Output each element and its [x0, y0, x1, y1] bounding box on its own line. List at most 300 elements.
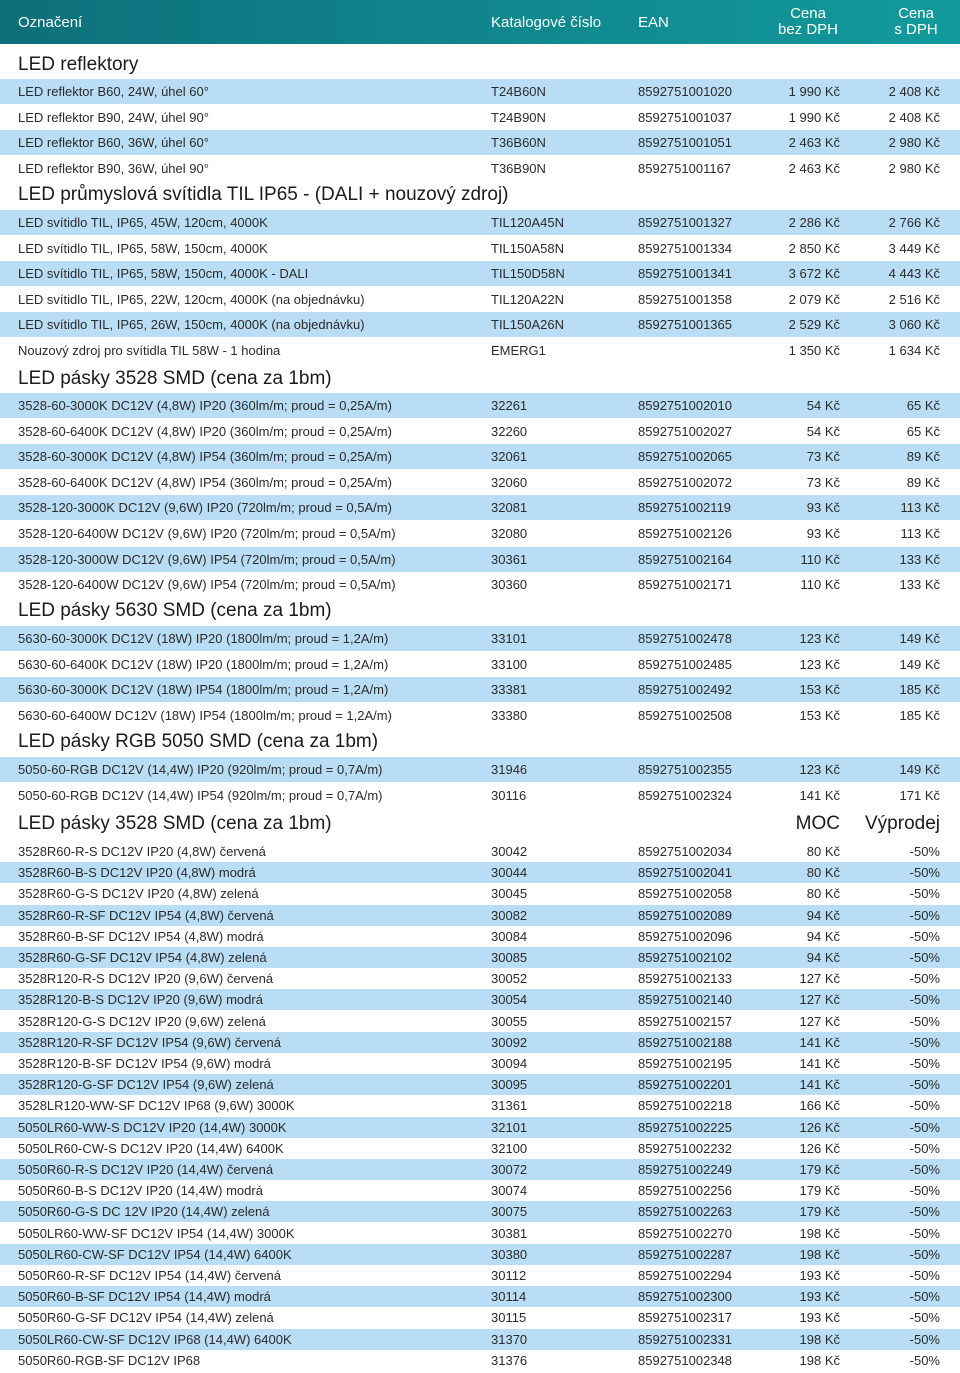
product-name: 3528-120-3000W DC12V (9,6W) IP54 (720lm/m; proud = 0,5A/m): [18, 551, 396, 567]
catalog-number: TIL120A22N: [491, 291, 564, 307]
product-name: 5050R60-RGB-SF DC12V IP68: [18, 1352, 201, 1368]
ean-code: 8592751002164: [638, 551, 732, 567]
product-name: 5050LR60-WW-SF DC12V IP54 (14,4W) 3000K: [18, 1225, 295, 1241]
price-excl-vat: 2 529 Kč: [788, 317, 840, 333]
price-excl-vat: 94 Kč: [806, 907, 840, 923]
ean-code: 8592751002331: [638, 1331, 732, 1347]
price-incl-vat: 2 408 Kč: [888, 84, 940, 99]
ean-code: 8592751002058: [638, 886, 732, 902]
header-price-incl-vat-line1: Cena: [898, 5, 934, 22]
product-name: 3528-60-3000K DC12V (4,8W) IP54 (360lm/m; proud = 0,25A/m): [18, 449, 392, 465]
ean-code: 8592751002010: [638, 398, 732, 413]
catalog-number: 33380: [491, 707, 528, 723]
price-incl-vat: 2 516 Kč: [888, 291, 940, 307]
price-incl-vat: -50%: [909, 1331, 940, 1347]
table-row: [0, 947, 960, 968]
ean-code: 8592751002300: [638, 1289, 732, 1305]
price-incl-vat: 113 Kč: [900, 526, 940, 541]
ean-code: 8592751002249: [638, 1162, 732, 1177]
catalog-number: 30116: [491, 787, 527, 803]
product-name: LED reflektor B60, 36W, úhel 60°: [18, 135, 209, 151]
price-incl-vat: -50%: [909, 1352, 940, 1368]
catalog-number: 30380: [491, 1246, 528, 1262]
price-excl-vat: 110 Kč: [800, 577, 840, 593]
table-row: [0, 1244, 960, 1265]
ean-code: 8592751002072: [638, 474, 732, 490]
table-row: [0, 236, 960, 261]
catalog-number: 30095: [491, 1077, 528, 1093]
table-row: [0, 989, 960, 1010]
product-name: LED svítidlo TIL, IP65, 45W, 120cm, 4000K: [18, 215, 268, 230]
price-incl-vat: 149 Kč: [899, 631, 940, 646]
section-title: LED pásky 3528 SMD (cena za 1bm): [18, 813, 332, 834]
catalog-number: 33381: [491, 682, 528, 698]
catalog-number: T24B60N: [491, 84, 546, 99]
ean-code: 8592751002041: [638, 865, 732, 881]
ean-code: 8592751002232: [638, 1140, 732, 1156]
ean-code: 8592751002287: [638, 1246, 732, 1262]
product-name: 5050R60-B-S DC12V IP20 (14,4W) modrá: [18, 1183, 263, 1199]
product-name: 5050LR60-CW-S DC12V IP20 (14,4W) 6400K: [18, 1140, 284, 1156]
ean-code: 8592751002027: [638, 423, 732, 439]
catalog-number: T36B60N: [491, 135, 546, 151]
ean-code: 8592751001167: [638, 160, 732, 176]
ean-code: 8592751002102: [638, 950, 732, 965]
price-excl-vat: 73 Kč: [806, 449, 840, 465]
price-excl-vat: 94 Kč: [806, 928, 840, 944]
header-price-incl-vat-line2: s DPH: [894, 21, 938, 38]
product-name: 3528LR120-WW-SF DC12V IP68 (9,6W) 3000K: [18, 1098, 295, 1114]
ean-code: 8592751002492: [638, 682, 732, 698]
price-incl-vat: 3 060 Kč: [888, 317, 940, 333]
price-incl-vat: 89 Kč: [906, 474, 940, 490]
price-excl-vat: 123 Kč: [799, 631, 840, 646]
section-header: [0, 811, 960, 837]
product-name: 3528R120-G-S DC12V IP20 (9,6W) zelená: [18, 1013, 266, 1029]
table-row: [0, 862, 960, 883]
price-incl-vat: -50%: [909, 1204, 940, 1220]
catalog-number: TIL150A26N: [491, 317, 564, 333]
ean-code: 8592751001334: [638, 240, 732, 256]
price-excl-vat: 179 Kč: [799, 1162, 840, 1177]
header-catalog-number: Katalogové číslo: [491, 13, 602, 31]
price-excl-vat: 198 Kč: [799, 1352, 840, 1368]
ean-code: 8592751001020: [638, 84, 732, 99]
table-row: [0, 1201, 960, 1222]
price-excl-vat: 126 Kč: [799, 1119, 840, 1135]
price-incl-vat: -50%: [909, 1034, 940, 1050]
section-title: LED reflektory: [18, 54, 139, 75]
product-name: 3528-120-6400W DC12V (9,6W) IP54 (720lm/m; proud = 0,5A/m): [18, 577, 396, 593]
product-name: 3528R120-B-SF DC12V IP54 (9,6W) modrá: [18, 1056, 271, 1071]
catalog-number: 32080: [491, 526, 528, 541]
ean-code: 8592751002317: [638, 1310, 732, 1326]
price-incl-vat: 185 Kč: [899, 682, 940, 698]
product-name: 3528R60-R-SF DC12V IP54 (4,8W) červená: [18, 907, 274, 923]
catalog-number: 30361: [491, 551, 528, 567]
header-price-excl-vat: [764, 0, 852, 44]
ean-code: 8592751001365: [638, 317, 732, 333]
table-row: [0, 419, 960, 444]
ean-code: 8592751002140: [638, 992, 732, 1008]
price-excl-vat: 2 463 Kč: [788, 160, 840, 176]
product-name: 3528R120-B-S DC12V IP20 (9,6W) modrá: [18, 992, 263, 1008]
price-incl-vat: -50%: [909, 1225, 940, 1241]
table-row: [0, 572, 960, 597]
price-incl-vat: 1 634 Kč: [888, 343, 940, 358]
section-header: [0, 52, 960, 78]
section-title: LED pásky 3528 SMD (cena za 1bm): [18, 368, 332, 389]
price-excl-vat: 1 350 Kč: [788, 343, 840, 358]
catalog-number: 32101: [491, 1119, 528, 1135]
product-name: 3528-120-6400W DC12V (9,6W) IP20 (720lm/m; proud = 0,5A/m): [18, 526, 396, 541]
ean-code: 8592751002119: [638, 500, 732, 516]
price-incl-vat: -50%: [909, 971, 940, 987]
catalog-number: 32100: [491, 1140, 528, 1156]
price-incl-vat: 113 Kč: [900, 500, 940, 516]
product-name: 5630-60-6400W DC12V (18W) IP54 (1800lm/m; proud = 1,2A/m): [18, 707, 392, 723]
ean-code: 8592751002294: [638, 1268, 732, 1283]
ean-code: 8592751002270: [638, 1225, 732, 1241]
price-excl-vat: 80 Kč: [806, 865, 840, 881]
price-incl-vat: 149 Kč: [899, 656, 940, 672]
table-row: [0, 1117, 960, 1138]
section-title: LED průmyslová svítidla TIL IP65 - (DALI + nouzový zdroj): [18, 184, 509, 205]
catalog-number: TIL150D58N: [491, 266, 565, 282]
catalog-number: 31361: [491, 1098, 528, 1114]
ean-code: 8592751002089: [638, 907, 732, 923]
ean-code: 8592751001341: [638, 266, 732, 282]
ean-code: 8592751002225: [638, 1119, 732, 1135]
ean-code: 8592751002218: [638, 1098, 732, 1114]
ean-code: 8592751001327: [638, 215, 732, 230]
product-name: 5630-60-3000K DC12V (18W) IP20 (1800lm/m; proud = 1,2A/m): [18, 631, 389, 646]
price-incl-vat: -50%: [909, 928, 940, 944]
section-title: LED pásky 5630 SMD (cena za 1bm): [18, 600, 332, 621]
price-incl-vat: 3 449 Kč: [888, 240, 940, 256]
price-incl-vat: -50%: [909, 1077, 940, 1093]
product-name: LED svítidlo TIL, IP65, 26W, 150cm, 4000K (na objednávku): [18, 317, 365, 333]
catalog-number: 30075: [491, 1204, 528, 1220]
price-incl-vat: 4 443 Kč: [888, 266, 940, 282]
price-incl-vat: -50%: [909, 1098, 940, 1114]
catalog-number: T36B90N: [491, 160, 546, 176]
price-excl-vat: 179 Kč: [799, 1183, 840, 1199]
table-row: [0, 783, 960, 808]
price-incl-vat: 2 980 Kč: [888, 135, 940, 151]
product-name: 3528-120-3000K DC12V (9,6W) IP20 (720lm/m; proud = 0,5A/m): [18, 500, 392, 516]
price-incl-vat: 2 980 Kč: [888, 160, 940, 176]
section-column-label-moc: MOC: [795, 813, 840, 834]
table-row: [0, 652, 960, 677]
price-incl-vat: -50%: [909, 1056, 940, 1071]
price-excl-vat: 93 Kč: [806, 500, 840, 516]
header-price-excl-vat-line1: Cena: [790, 5, 826, 22]
product-name: 5630-60-6400K DC12V (18W) IP20 (1800lm/m; proud = 1,2A/m): [18, 656, 389, 672]
product-name: 3528R120-G-SF DC12V IP54 (9,6W) zelená: [18, 1077, 274, 1093]
price-excl-vat: 2 463 Kč: [788, 135, 840, 151]
product-name: LED svítidlo TIL, IP65, 58W, 150cm, 4000K - DALI: [18, 266, 309, 282]
table-row: [0, 156, 960, 181]
catalog-number: 31946: [491, 762, 528, 777]
table-row: [0, 1053, 960, 1074]
price-incl-vat: -50%: [909, 1183, 940, 1199]
table-row: [0, 1265, 960, 1286]
product-name: LED reflektor B90, 24W, úhel 90°: [18, 109, 209, 125]
catalog-number: 33100: [491, 656, 528, 672]
catalog-number: 30092: [491, 1034, 528, 1050]
product-name: 5050R60-R-S DC12V IP20 (14,4W) červená: [18, 1162, 274, 1177]
ean-code: 8592751002126: [638, 526, 732, 541]
table-row: [0, 261, 960, 286]
price-incl-vat: 133 Kč: [899, 551, 940, 567]
table-row: [0, 287, 960, 312]
table-row: [0, 1032, 960, 1053]
ean-code: 8592751002478: [638, 631, 732, 646]
table-row: [0, 547, 960, 572]
price-incl-vat: 185 Kč: [899, 707, 940, 723]
catalog-number: 30072: [491, 1162, 528, 1177]
price-excl-vat: 166 Kč: [799, 1098, 840, 1114]
catalog-number: 32261: [491, 398, 528, 413]
product-name: 5050R60-G-SF DC12V IP54 (14,4W) zelená: [18, 1310, 274, 1326]
table-row: [0, 841, 960, 862]
table-row: [0, 968, 960, 989]
price-incl-vat: -50%: [909, 1119, 940, 1135]
catalog-number: 30055: [491, 1013, 528, 1029]
header-price-incl-vat: [876, 0, 956, 44]
ean-code: 8592751002508: [638, 707, 732, 723]
catalog-number: 30115: [491, 1310, 527, 1326]
product-name: 5050R60-G-S DC 12V IP20 (14,4W) zelená: [18, 1204, 270, 1220]
table-row: [0, 703, 960, 728]
table-row: [0, 210, 960, 235]
table-row: [0, 677, 960, 702]
price-excl-vat: 193 Kč: [799, 1289, 840, 1305]
price-excl-vat: 179 Kč: [799, 1204, 840, 1220]
price-incl-vat: 89 Kč: [906, 449, 940, 465]
ean-code: 8592751002034: [638, 844, 732, 859]
ean-code: 8592751001037: [638, 109, 732, 125]
product-name: 3528R60-R-S DC12V IP20 (4,8W) červená: [18, 844, 266, 859]
ean-code: 8592751002256: [638, 1183, 732, 1199]
ean-code: 8592751001051: [638, 135, 732, 151]
product-name: 5050-60-RGB DC12V (14,4W) IP20 (920lm/m; proud = 0,7A/m): [18, 762, 383, 777]
price-incl-vat: -50%: [909, 1289, 940, 1305]
catalog-number: 31376: [491, 1352, 528, 1368]
price-excl-vat: 198 Kč: [799, 1331, 840, 1347]
price-excl-vat: 126 Kč: [799, 1140, 840, 1156]
product-name: 5050-60-RGB DC12V (14,4W) IP54 (920lm/m; proud = 0,7A/m): [18, 787, 383, 803]
price-excl-vat: 94 Kč: [806, 950, 840, 965]
table-row: [0, 1074, 960, 1095]
ean-code: 8592751002263: [638, 1204, 732, 1220]
ean-code: 8592751002355: [638, 762, 732, 777]
price-excl-vat: 127 Kč: [799, 1013, 840, 1029]
price-excl-vat: 141 Kč: [799, 787, 840, 803]
price-excl-vat: 1 990 Kč: [788, 84, 840, 99]
ean-code: 8592751002171: [638, 577, 732, 593]
table-row: [0, 79, 960, 104]
product-name: 3528R60-B-SF DC12V IP54 (4,8W) modrá: [18, 928, 264, 944]
price-excl-vat: 127 Kč: [799, 971, 840, 987]
price-incl-vat: -50%: [909, 992, 940, 1008]
price-excl-vat: 80 Kč: [806, 886, 840, 902]
price-excl-vat: 1 990 Kč: [788, 109, 840, 125]
price-excl-vat: 193 Kč: [799, 1310, 840, 1326]
catalog-number: T24B90N: [491, 109, 546, 125]
price-incl-vat: 171 Kč: [899, 787, 940, 803]
ean-code: 8592751002201: [638, 1077, 732, 1093]
product-name: LED svítidlo TIL, IP65, 22W, 120cm, 4000K (na objednávku): [18, 291, 365, 307]
price-excl-vat: 198 Kč: [799, 1246, 840, 1262]
catalog-number: 31370: [491, 1331, 528, 1347]
price-incl-vat: -50%: [909, 1013, 940, 1029]
catalog-number: 33101: [491, 631, 528, 646]
product-name: 3528R60-B-S DC12V IP20 (4,8W) modrá: [18, 865, 256, 881]
catalog-number: 30044: [491, 865, 528, 881]
product-name: 5050LR60-CW-SF DC12V IP54 (14,4W) 6400K: [18, 1246, 292, 1262]
catalog-number: 30074: [491, 1183, 528, 1199]
table-row: [0, 444, 960, 469]
table-row: [0, 521, 960, 546]
price-incl-vat: -50%: [909, 1268, 940, 1283]
table-row: [0, 757, 960, 782]
ean-code: 8592751002065: [638, 449, 732, 465]
table-row: [0, 1286, 960, 1307]
section-title: LED pásky RGB 5050 SMD (cena za 1bm): [18, 731, 379, 752]
price-incl-vat: -50%: [909, 886, 940, 902]
price-incl-vat: 65 Kč: [906, 423, 940, 439]
table-row: [0, 905, 960, 926]
price-excl-vat: 127 Kč: [799, 992, 840, 1008]
price-excl-vat: 54 Kč: [806, 423, 840, 439]
price-excl-vat: 2 079 Kč: [788, 291, 840, 307]
price-incl-vat: 2 766 Kč: [888, 215, 940, 230]
table-row: [0, 130, 960, 155]
product-name: 3528-60-6400K DC12V (4,8W) IP20 (360lm/m; proud = 0,25A/m): [18, 423, 392, 439]
table-row: [0, 1180, 960, 1201]
catalog-number: 30052: [491, 971, 528, 987]
price-incl-vat: -50%: [909, 907, 940, 923]
catalog-number: 30085: [491, 950, 528, 965]
table-header: [0, 0, 960, 44]
product-name: 5050R60-B-SF DC12V IP54 (14,4W) modrá: [18, 1289, 271, 1305]
price-incl-vat: 149 Kč: [899, 762, 940, 777]
price-excl-vat: 141 Kč: [799, 1077, 840, 1093]
table-row: [0, 105, 960, 130]
price-excl-vat: 54 Kč: [806, 398, 840, 413]
ean-code: 8592751002348: [638, 1352, 732, 1368]
ean-code: 8592751002133: [638, 971, 732, 987]
section-header: [0, 729, 960, 755]
section-header: [0, 598, 960, 624]
table-row: [0, 1350, 960, 1371]
product-name: 3528-60-6400K DC12V (4,8W) IP54 (360lm/m; proud = 0,25A/m): [18, 474, 392, 490]
price-excl-vat: 153 Kč: [799, 682, 840, 698]
product-name: 3528R120-R-S DC12V IP20 (9,6W) červená: [18, 971, 274, 987]
price-excl-vat: 141 Kč: [799, 1056, 840, 1071]
table-row: [0, 1307, 960, 1328]
table-row: [0, 1329, 960, 1350]
price-excl-vat: 141 Kč: [799, 1034, 840, 1050]
catalog-number: EMERG1: [491, 343, 546, 358]
catalog-number: 30042: [491, 844, 528, 859]
table-row: [0, 495, 960, 520]
price-excl-vat: 110 Kč: [800, 551, 840, 567]
catalog-number: TIL120A45N: [491, 215, 564, 230]
catalog-number: 32081: [491, 500, 528, 516]
price-excl-vat: 2 850 Kč: [788, 240, 840, 256]
price-excl-vat: 2 286 Kč: [788, 215, 840, 230]
product-name: 3528-60-3000K DC12V (4,8W) IP20 (360lm/m; proud = 0,25A/m): [18, 398, 392, 413]
section-header: [0, 182, 960, 208]
catalog-number: 30360: [491, 577, 528, 593]
price-excl-vat: 198 Kč: [799, 1225, 840, 1241]
catalog-number: 30054: [491, 992, 528, 1008]
ean-code: 8592751001358: [638, 291, 732, 307]
table-row: [0, 926, 960, 947]
catalog-number: TIL150A58N: [491, 240, 564, 256]
product-name: 5630-60-3000K DC12V (18W) IP54 (1800lm/m; proud = 1,2A/m): [18, 682, 389, 698]
catalog-number: 30094: [491, 1056, 528, 1071]
table-row: [0, 883, 960, 904]
price-excl-vat: 123 Kč: [799, 762, 840, 777]
catalog-number: 32060: [491, 474, 528, 490]
price-excl-vat: 80 Kč: [806, 844, 840, 859]
product-name: 3528R60-G-SF DC12V IP54 (4,8W) zelená: [18, 950, 267, 965]
price-incl-vat: 2 408 Kč: [888, 109, 940, 125]
header-name: Označení: [18, 13, 83, 31]
product-name: LED reflektor B60, 24W, úhel 60°: [18, 84, 209, 99]
table-row: [0, 1138, 960, 1159]
table-row: [0, 470, 960, 495]
ean-code: 8592751002157: [638, 1013, 732, 1029]
catalog-number: 30114: [491, 1289, 527, 1305]
product-name: 3528R120-R-SF DC12V IP54 (9,6W) červená: [18, 1034, 282, 1050]
price-incl-vat: -50%: [909, 950, 940, 965]
table-row: [0, 1011, 960, 1032]
product-name: 3528R60-G-S DC12V IP20 (4,8W) zelená: [18, 886, 259, 902]
price-incl-vat: -50%: [909, 865, 940, 881]
table-row: [0, 1159, 960, 1180]
price-excl-vat: 93 Kč: [806, 526, 840, 541]
catalog-number: 32061: [491, 449, 528, 465]
table-row: [0, 393, 960, 418]
table-row: [0, 338, 960, 363]
ean-code: 8592751002188: [638, 1034, 732, 1050]
price-incl-vat: -50%: [909, 1310, 940, 1326]
product-name: LED reflektor B90, 36W, úhel 90°: [18, 160, 209, 176]
price-excl-vat: 123 Kč: [799, 656, 840, 672]
catalog-number: 30082: [491, 907, 528, 923]
catalog-number: 30112: [491, 1268, 527, 1283]
price-excl-vat: 73 Kč: [806, 474, 840, 490]
section-header: [0, 366, 960, 392]
catalog-number: 30045: [491, 886, 528, 902]
table-row: [0, 1095, 960, 1116]
price-incl-vat: -50%: [909, 1246, 940, 1262]
price-incl-vat: 65 Kč: [906, 398, 940, 413]
price-incl-vat: -50%: [909, 844, 940, 859]
price-excl-vat: 3 672 Kč: [788, 266, 840, 282]
price-incl-vat: -50%: [909, 1140, 940, 1156]
product-name: Nouzový zdroj pro svítidla TIL 58W - 1 hodina: [18, 343, 281, 358]
product-name: 5050LR60-CW-SF DC12V IP68 (14,4W) 6400K: [18, 1331, 292, 1347]
catalog-number: 30084: [491, 928, 528, 944]
ean-code: 8592751002195: [638, 1056, 732, 1071]
header-price-excl-vat-line2: bez DPH: [777, 21, 839, 38]
